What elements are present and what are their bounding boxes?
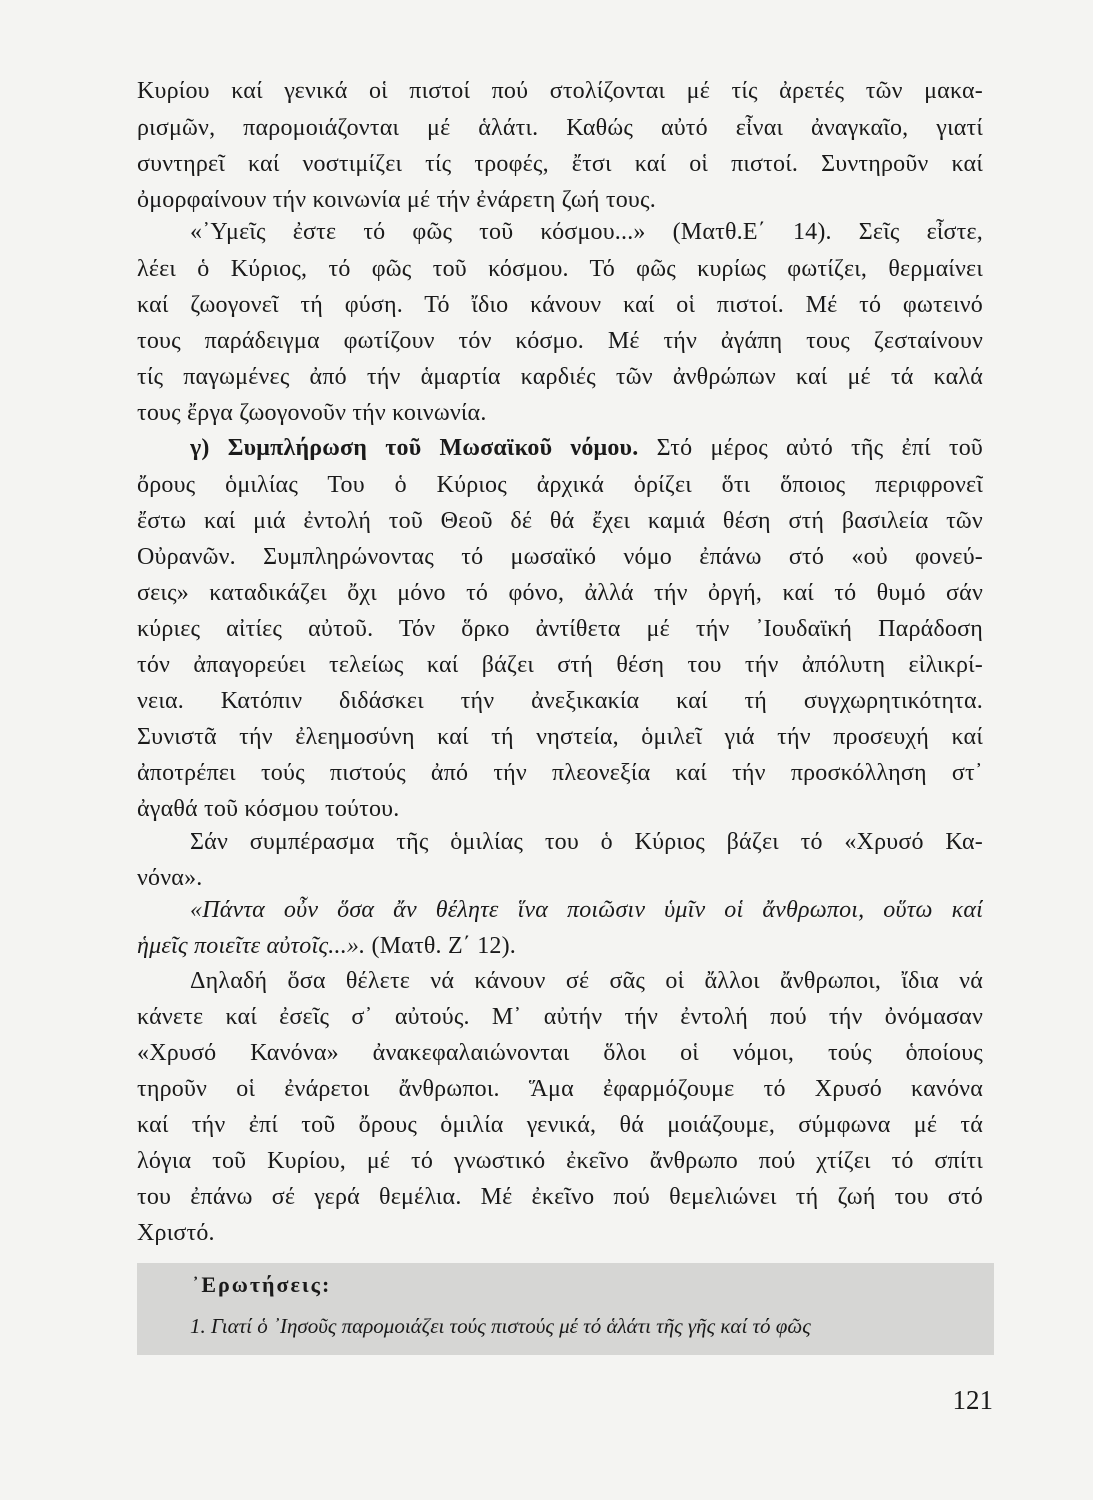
body-line: καί ζωογονεῖ τή φύση. Τό ἴδιο κάνουν καί οἱ πιστοί. Μέ τό φωτεινό — [137, 292, 983, 318]
body-line: κύριες αἰτίες αὐτοῦ. Τόν ὅρκο ἀντίθετα μέ τήν ᾿Ιουδαϊκή Παράδοση — [137, 616, 983, 642]
body-line: Δηλαδή ὅσα θέλετε νά κάνουν σέ σᾶς οἱ ἄλλοι ἄνθρωποι, ἴδια νά — [190, 968, 983, 994]
body-line: συντηρεῖ καί νοστιμίζει τίς τροφές, ἔτσι καί οἱ πιστοί. Συντηροῦν καί — [137, 151, 983, 177]
body-line: «Χρυσό Κανόνα» ἀνακεφαλαιώνονται ὅλοι οἱ νόμοι, τούς ὁποίους — [137, 1040, 983, 1066]
body-line: ὄρους ὁμιλίας Του ὁ Κύριος ἀρχικά ὁρίζει ὅτι ὅποιος περιφρονεῖ — [137, 472, 983, 498]
body-line: ρισμῶν, παρομοιάζονται μέ ἁλάτι. Καθώς αὐτό εἶναι ἀναγκαῖο, γιατί — [137, 115, 983, 141]
body-line: σεις» καταδικάζει ὄχι μόνο τό φόνο, ἀλλά τήν ὀργή, καί τό θυμό σάν — [137, 580, 983, 606]
body-line: Χριστό. — [137, 1220, 215, 1246]
section-line — [190, 429, 983, 467]
body-line: ἀποτρέπει τούς πιστούς ἀπό τήν πλεονεξία καί τήν προσκόλληση στ᾿ — [137, 760, 983, 786]
body-line: ἀγαθά τοῦ κόσμου τούτου. — [137, 796, 400, 822]
question-item: 1. Γιατί ὁ ᾿Ιησοῦς παρομοιάζει τούς πιστούς μέ τό ἁλάτι τῆς γῆς καί τό φῶς — [190, 1314, 811, 1338]
body-line: ὀμορφαίνουν τήν κοινωνία μέ τήν ἐνάρετη ζωή τους. — [137, 187, 656, 213]
body-line: νόνα». — [137, 865, 203, 891]
body-line: τίς παγωμένες ἀπό τήν ἁμαρτία καρδιές τῶν ἀνθρώπων καί μέ τά καλά — [137, 364, 983, 390]
quote-line: «Πάντα οὖν ὅσα ἄν θέλητε ἵνα ποιῶσιν ὑμῖν οἱ ἄνθρωποι, οὕτω καί — [190, 897, 983, 923]
body-line: λέει ὁ Κύριος, τό φῶς τοῦ κόσμου. Τό φῶς κυρίως φωτίζει, θερμαίνει — [137, 256, 983, 282]
body-line: τους παράδειγμα φωτίζουν τόν κόσμο. Μέ τήν ἀγάπη τους ζεσταίνουν — [137, 328, 983, 354]
body-line: καί τήν ἐπί τοῦ ὄρους ὁμιλία γενικά, θά μοιάζουμε, σύμφωνα μέ τά — [137, 1112, 983, 1138]
body-line: τηροῦν οἱ ἐνάρετοι ἄνθρωποι. Ἅμα ἐφαρμόζουμε τό Χρυσό κανόνα — [137, 1076, 983, 1102]
questions-title: ᾿Ερωτήσεις: — [192, 1272, 332, 1297]
section-line-text: Στό μέρος αὐτό τῆς ἐπί τοῦ — [656, 435, 983, 461]
body-line: ἔστω καί μιά ἐντολή τοῦ Θεοῦ δέ θά ἔχει καμιά θέση στή βασιλεία τῶν — [137, 508, 983, 534]
body-line: Σάν συμπέρασμα τῆς ὁμιλίας του ὁ Κύριος βάζει τό «Χρυσό Κα- — [190, 829, 983, 855]
section-heading: γ) Συμπλήρωση τοῦ Μωσαϊκοῦ νόμου. — [190, 435, 639, 461]
body-line: του ἐπάνω σέ γερά θεμέλια. Μέ ἐκεῖνο πού θεμελιώνει τή ζωή του στό — [137, 1184, 983, 1210]
quote-line-text: ἡμεῖς ποιεῖτε αὐτοῖς...». — [137, 933, 366, 959]
quote-line — [137, 927, 983, 965]
body-line: κάνετε καί ἐσεῖς σ᾿ αὐτούς. Μ᾿ αὐτήν τήν ἐντολή πού τήν ὀνόμασαν — [137, 1004, 983, 1030]
body-line: τους ἔργα ζωογονοῦν τήν κοινωνία. — [137, 400, 487, 426]
body-line: νεια. Κατόπιν διδάσκει τήν ἀνεξικακία καί τή συγχωρητικότητα. — [137, 688, 983, 714]
body-line: Συνιστᾶ τήν ἐλεημοσύνη καί τή νηστεία, ὁμιλεῖ γιά τήν προσευχή καί — [137, 724, 983, 750]
body-line: Κυρίου καί γενικά οἱ πιστοί πού στολίζονται μέ τίς ἀρετές τῶν μακα- — [137, 78, 983, 104]
body-line: «᾿Υμεῖς ἐστε τό φῶς τοῦ κόσμου...» (Ματθ.Ε΄ 14). Σεῖς εἶστε, — [190, 219, 983, 245]
body-line: τόν ἀπαγορεύει τελείως καί βάζει στή θέση του τήν ἀπόλυτη εἰλικρί- — [137, 652, 983, 678]
page-number: 121 — [952, 1385, 993, 1415]
body-line: Οὐρανῶν. Συμπληρώνοντας τό μωσαϊκό νόμο ἐπάνω στό «οὐ φονεύ- — [137, 544, 983, 570]
body-line: λόγια τοῦ Κυρίου, μέ τό γνωστικό ἐκεῖνο ἄνθρωπο πού χτίζει τό σπίτι — [137, 1148, 983, 1174]
quote-reference: (Ματθ. Ζ΄ 12). — [371, 933, 516, 959]
